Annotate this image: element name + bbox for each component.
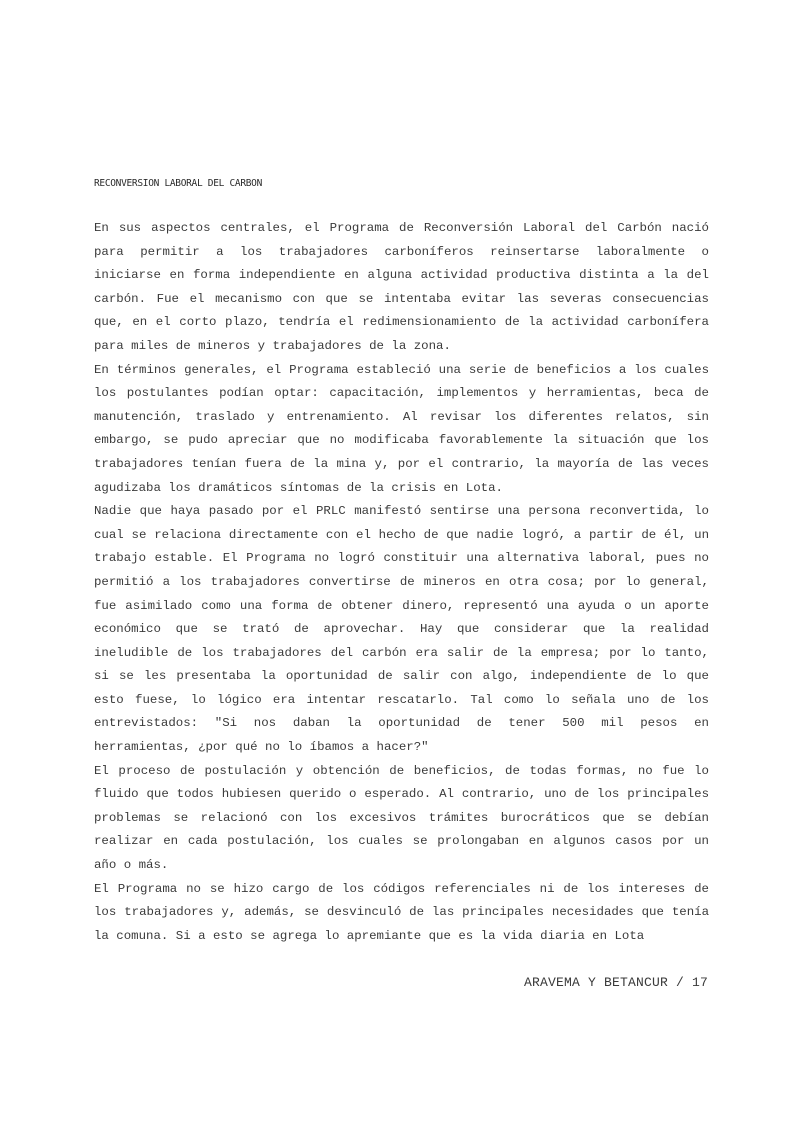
paragraph-4: El proceso de postulación y obtención de beneficios, de todas formas, no fue lo fluido que todos hubiesen querido o esperado. Al contrario, uno de los principales problemas se relacionó con los excesivos trámites burocráticos que se debían realizar en cada postulación, los cuales se prolongaban en algunos casos por un año o más. <box>94 763 709 873</box>
paragraph-5: El Programa no se hizo cargo de los códigos referenciales ni de los intereses de los trabajadores y, además, se desvinculó de las principales necesidades que tenía la comuna. Si a esto se agrega lo apremiante que es la vida diaria en Lota <box>94 881 709 943</box>
section-title: RECONVERSION LABORAL DEL CARBON <box>94 178 263 189</box>
body-text <box>94 217 709 948</box>
running-footer: ARAVEMA Y BETANCUR / 17 <box>523 975 708 990</box>
paragraph-2: En términos generales, el Programa estableció una serie de beneficios a los cuales los postulantes podían optar: capacitación, implementos y herramientas, beca de manutención, traslado y entrenamiento. Al revisar los diferentes relatos, sin embargo, se pudo apreciar que no modificaba favorablemente la situación que los trabajadores tenían fuera de la mina y, por el contrario, la mayoría de las veces agudizaba los dramáticos síntomas de la crisis en Lota. <box>94 362 709 495</box>
paragraph-3: Nadie que haya pasado por el PRLC manifestó sentirse una persona reconvertida, lo cual se relaciona directamente con el hecho de que nadie logró, a partir de él, un trabajo estable. El Programa no logró constituir una alternativa laboral, pues no permitió a los trabajadores convertirse de mineros en otra cosa; por lo general, fue asimilado como una forma de obtener dinero, representó una ayuda o un aporte económico que se trató de aprovechar. Hay que considerar que la realidad ineludible de los trabajadores del carbón era salir de la empresa; por lo tanto, si se les presentaba la oportunidad de salir con algo, independiente de lo que esto fuese, lo lógico era intentar rescatarlo. Tal como lo señala uno de los entrevistados: "Si nos daban la oportunidad de tener 500 mil pesos en herramientas, ¿por qué no lo íbamos a hacer?" <box>94 504 709 755</box>
paragraph-1: En sus aspectos centrales, el Programa de Reconversión Laboral del Carbón nació para permitir a los trabajadores carboníferos reinsertarse laboralmente o iniciarse en forma independiente en alguna actividad productiva distinta a la del carbón. Fue el mecanismo con que se intentaba evitar las severas consecuencias que, en el corto plazo, tendría el redimensionamiento de la actividad carbonífera para miles de mineros y trabajadores de la zona. <box>94 221 709 353</box>
